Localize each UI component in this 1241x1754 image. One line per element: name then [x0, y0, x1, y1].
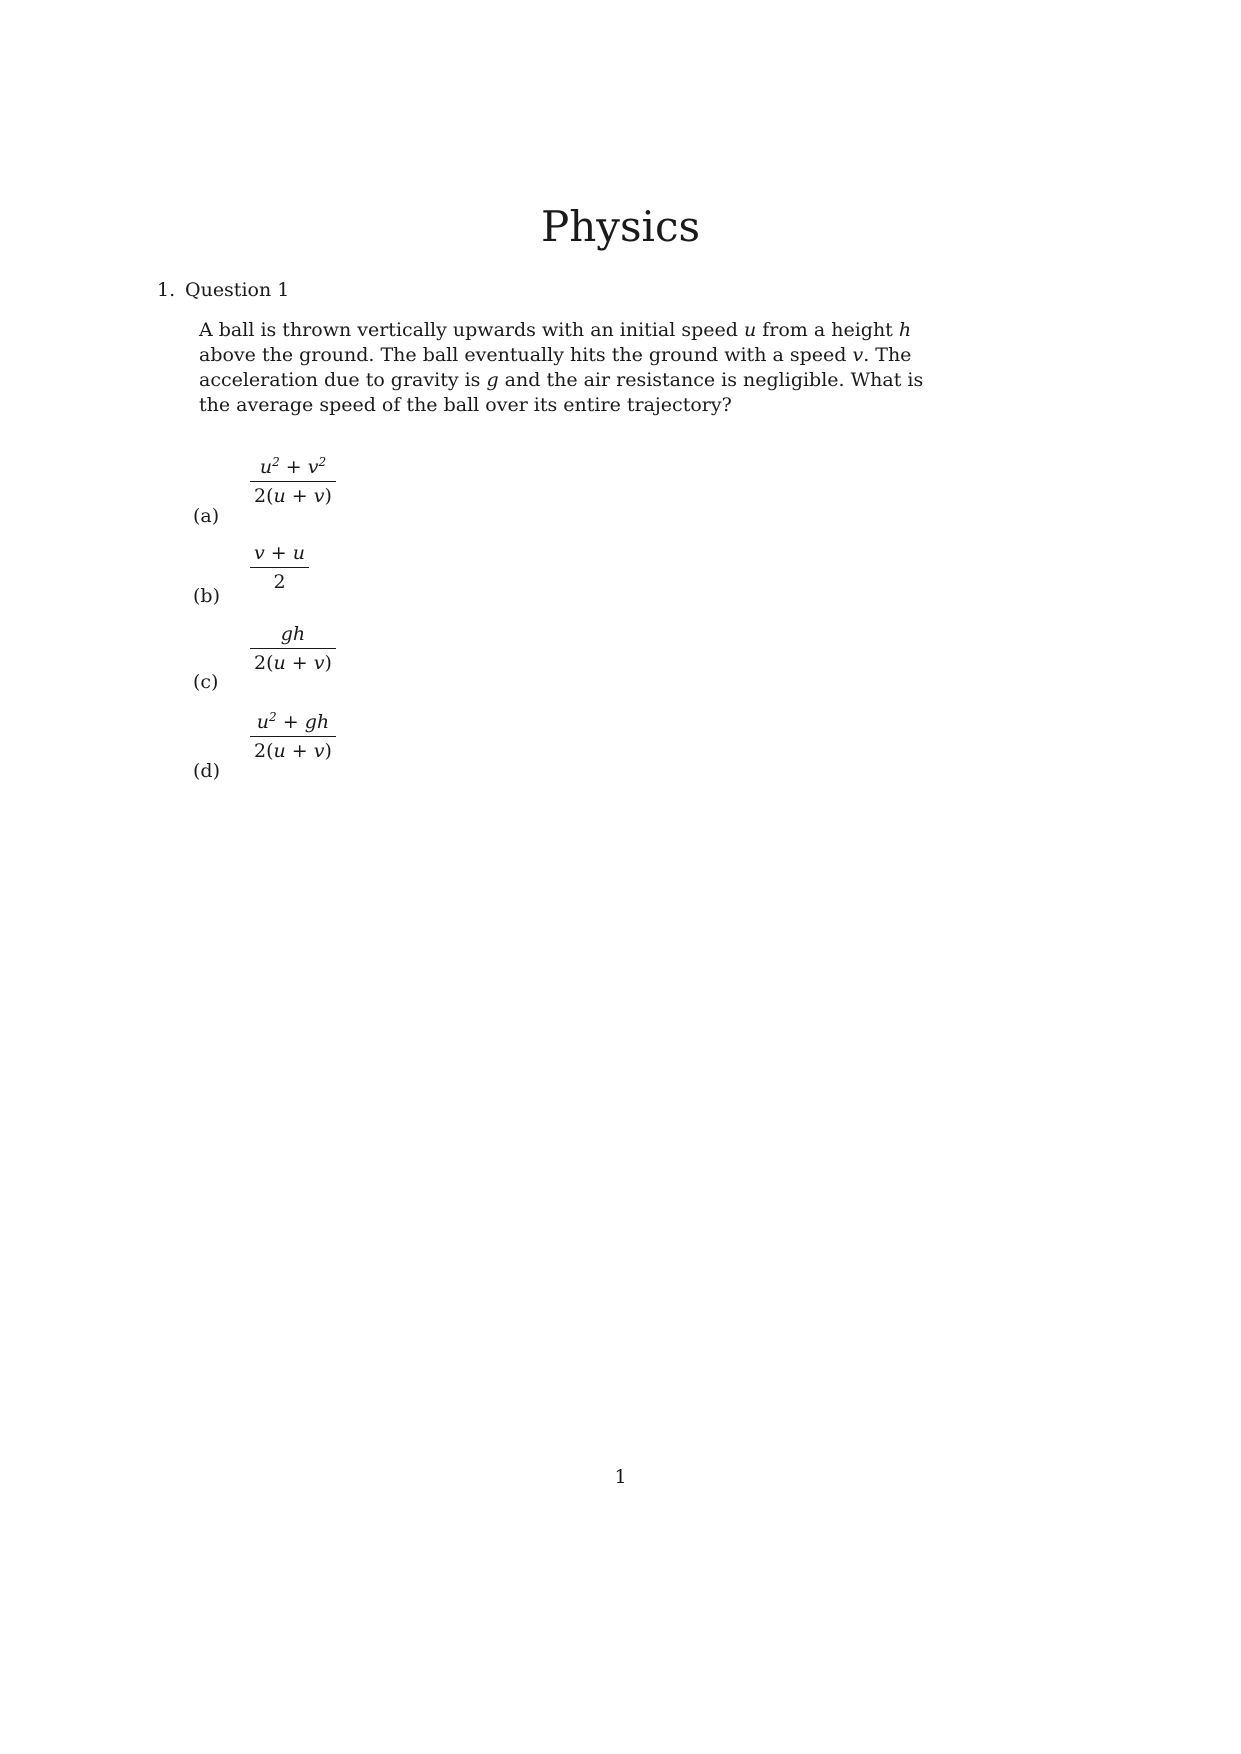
option-fraction	[250, 542, 309, 593]
question-title: Question 1	[185, 279, 290, 301]
page-title: Physics	[540, 202, 701, 251]
fraction-numerator: gh	[280, 623, 306, 645]
question-line: A ball is thrown vertically upwards with an initial speed u from a height h	[199, 319, 912, 341]
option-fraction	[250, 623, 336, 674]
question-line: above the ground. The ball eventually hits the ground with a speed v. The	[199, 344, 912, 366]
fraction-denominator: 2(u + v)	[254, 652, 332, 674]
question-heading	[157, 278, 289, 302]
option-label: (b)	[193, 585, 220, 607]
fraction-numerator: $u^2 + v^2$	[259, 455, 327, 478]
fraction-denominator: 2(u + v)	[254, 740, 332, 762]
question-line: acceleration due to gravity is g and the air resistance is negligible. What is	[199, 369, 924, 391]
option-fraction	[250, 456, 336, 507]
fraction-denominator: 2	[273, 571, 286, 593]
option-label: (d)	[193, 760, 220, 782]
fraction-denominator: 2(u + v)	[254, 485, 332, 507]
option-label: (c)	[193, 671, 219, 693]
option-label: (a)	[193, 505, 220, 527]
option-fraction	[250, 711, 336, 762]
question-number: 1.	[157, 279, 176, 301]
question-text	[199, 318, 924, 418]
question-line: the average speed of the ball over its entire trajectory?	[199, 394, 732, 416]
fraction-numerator: $u^2$ + gh	[256, 710, 330, 733]
page-number: 1	[614, 1466, 627, 1488]
fraction-numerator: v + u	[254, 542, 305, 564]
